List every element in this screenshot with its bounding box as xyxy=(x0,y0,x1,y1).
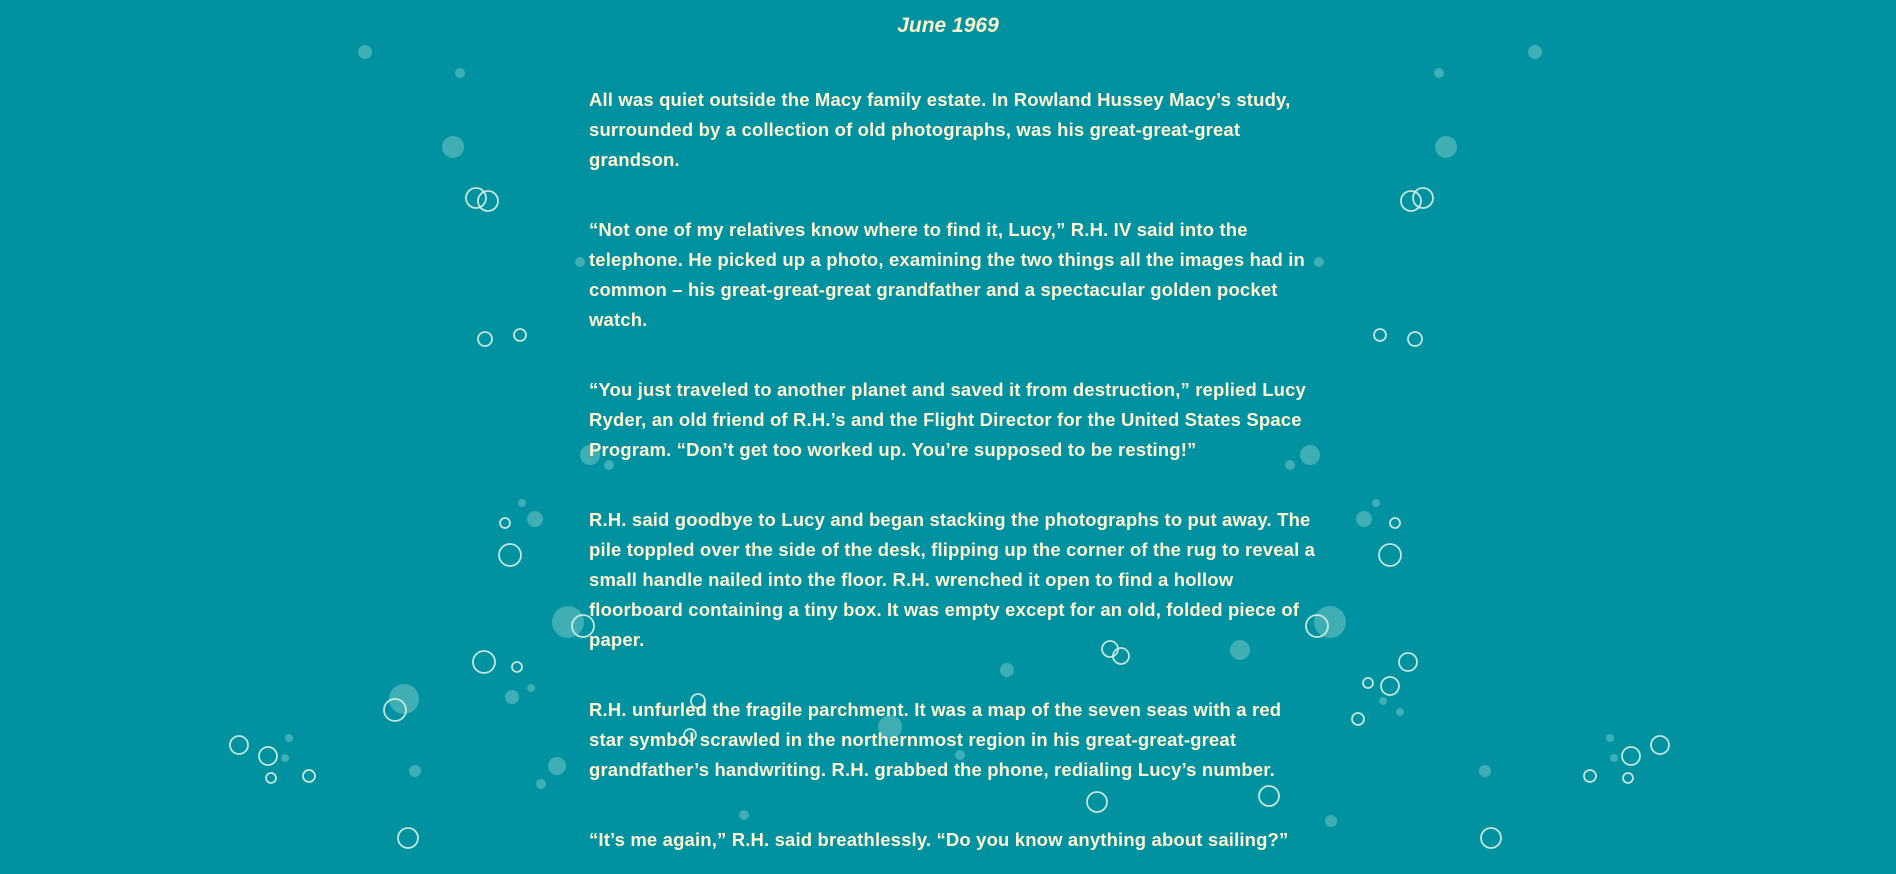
story-paragraph-2: “Not one of my relatives know where to find it, Lucy,” R.H. IV said into the telephone. He picked up a photo, examining the two things all the images had in common – his great-great-great grandfather and a spectacular golden pocket watch. xyxy=(589,219,1305,330)
story-paragraph-1: All was quiet outside the Macy family estate. In Rowland Hussey Macy’s study, surrounded by a collection of old photographs, was his great-great-great grandson. xyxy=(589,89,1291,170)
story-paragraph-3: “You just traveled to another planet and saved it from destruction,” replied Lucy Ryder, an old friend of R.H.’s and the Flight Director for the United States Space Program. “Don’t get too worked up. You’re supposed to be resting!” xyxy=(589,379,1306,460)
chapter-date-heading: June 1969 xyxy=(897,14,999,37)
story-paragraph-4: R.H. said goodbye to Lucy and began stacking the photographs to put away. The pile toppled over the side of the desk, flipping up the corner of the rug to reveal a small handle nailed into the floor. R.H. wrenched it open to find a hollow floorboard containing a tiny box. It was empty except for an old, folded piece of paper. xyxy=(589,509,1316,650)
story-paragraph-6: “It’s me again,” R.H. said breathlessly. “Do you know anything about sailing?” xyxy=(589,829,1289,850)
story-paragraph-5: R.H. unfurled the fragile parchment. It was a map of the seven seas with a red star symbol scrawled in the northernmost region in his great-great-great grandfather’s handwriting. R.H. grabbed the phone, redialing Lucy’s number. xyxy=(589,699,1282,780)
story-text xyxy=(589,85,1319,874)
